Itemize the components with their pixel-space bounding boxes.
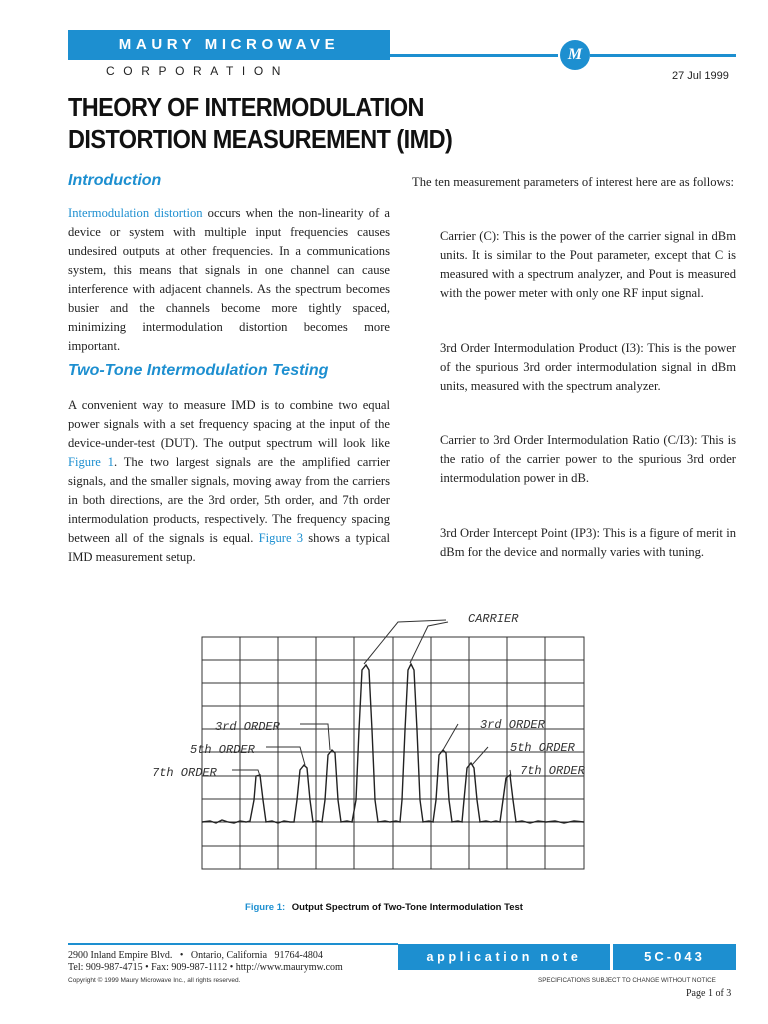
param-i3: 3rd Order Intermodulation Product (I3): This is the power of the spurious 3rd order intermodulation signal in dBm units, measured with the spectrum analyzer. <box>440 341 736 393</box>
two-tone-text-a: A convenient way to measure IMD is to combine two equal power signals with a set frequency spacing at the input of the device-under-test (DUT). The output spectrum will look like <box>68 398 390 450</box>
page-title-line2: DISTORTION MEASUREMENT (IMD) <box>68 126 453 154</box>
intro-heading: Introduction <box>68 172 162 189</box>
header-bar <box>68 30 390 60</box>
figure3-link[interactable]: Figure 3 <box>258 531 304 545</box>
application-note-number: 5C-043 <box>613 944 736 970</box>
label-3rd-order-right: 3rd ORDER <box>480 718 545 732</box>
address-line1: 2900 Inland Empire Blvd. • Ontario, California 91764-4804 <box>68 950 323 961</box>
page-title-line1: THEORY OF INTERMODULATION <box>68 94 424 122</box>
copyright-text: Copyright © 1999 Maury Microwave Inc., all rights reserved. <box>68 977 241 984</box>
label-7th-order-left: 7th ORDER <box>152 766 217 780</box>
figure-caption-label: Figure 1: <box>245 902 286 913</box>
figure1-link[interactable]: Figure 1 <box>68 455 114 469</box>
label-5th-order-left: 5th ORDER <box>190 743 255 757</box>
parameters-intro: The ten measurement parameters of interest here are as follows: <box>412 175 735 189</box>
label-5th-order-right: 5th ORDER <box>510 741 575 755</box>
application-note-label: application note <box>398 944 610 970</box>
page-number: Page 1 of 3 <box>686 988 732 999</box>
label-3rd-order-left: 3rd ORDER <box>215 720 280 734</box>
two-tone-heading: Two-Tone Intermodulation Testing <box>68 362 329 379</box>
document-date: 27 Jul 1999 <box>672 70 729 82</box>
figure-caption-text: Output Spectrum of Two-Tone Intermodulation Test <box>291 902 523 913</box>
footer-address <box>68 950 343 974</box>
company-subtitle: CORPORATION <box>106 64 290 78</box>
figure-caption <box>0 902 768 913</box>
header-rule-right <box>590 54 736 57</box>
header-rule <box>390 54 558 57</box>
two-tone-text-b: . The two largest signals are the amplified carrier signals, and the smaller signals, moving away from the carriers in both directions, are the 3rd order, 5th order, and 7th order intermodulation products, respectively. The frequency spacing between all of the signals is equal. <box>68 455 390 545</box>
param-ip3: 3rd Order Intercept Point (IP3): This is a figure of merit in dBm for the device and normally varies with tuning. <box>440 526 736 559</box>
label-carrier: CARRIER <box>468 612 519 626</box>
intro-text: occurs when the non-linearity of a device or system with multiple input frequencies causes undesired outputs at other frequencies. In a communications system, this means that signals in one channel can cause interference with adjacent channels. As the spectrum becomes busier and the channels become more tightly spaced, minimizing intermodulation distortion becomes more important. <box>68 206 390 353</box>
param-carrier: Carrier (C): This is the power of the carrier signal in dBm units. It is similar to the Pout parameter, except that C is measured with a spectrum analyzer, and Pout is measured with the power meter with only one RF input signal. <box>440 229 736 300</box>
spectrum-figure <box>150 600 650 890</box>
param-ci3: Carrier to 3rd Order Intermodulation Ratio (C/I3): This is the ratio of the carrier power to the spurious 3rd order intermodulation power in dB. <box>440 433 736 485</box>
company-logo-letter: M <box>567 46 583 63</box>
two-tone-text-c: shows a typical IMD measurement setup. <box>68 531 391 564</box>
intro-paragraph <box>68 204 390 356</box>
intro-term: Intermodulation distortion <box>68 206 203 220</box>
address-line2: Tel: 909-987-4715 • Fax: 909-987-1112 • http://www.maurymw.com <box>68 962 343 973</box>
specs-notice: SPECIFICATIONS SUBJECT TO CHANGE WITHOUT NOTICE <box>538 977 716 984</box>
company-name: MAURY MICROWAVE <box>118 36 340 53</box>
footer-rule <box>68 943 398 945</box>
two-tone-paragraph <box>68 396 390 567</box>
label-7th-order-right: 7th ORDER <box>520 764 585 778</box>
page-title <box>68 92 491 156</box>
